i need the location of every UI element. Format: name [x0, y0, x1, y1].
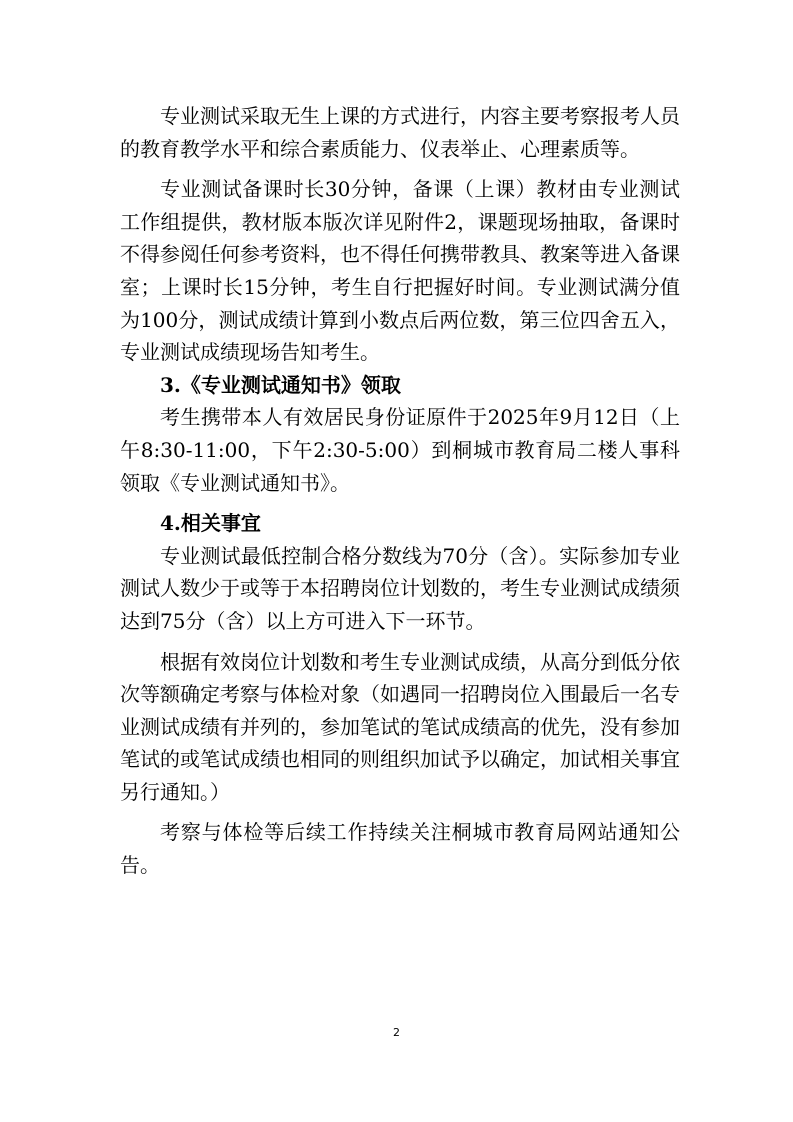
paragraph-test-method: 专业测试采取无生上课的方式进行，内容主要考察报考人员的教育教学水平和综合素质能力、仪表举止、心理素质等。: [120, 104, 680, 161]
paragraph-notice-collection: 考生携带本人有效居民身份证原件于2025年9月12日（上午8:30-11:00，下午2:30-5:00）到桐城市教育局二楼人事科领取《专业测试通知书》。: [120, 405, 680, 495]
paragraph-selection-rules: 根据有效岗位计划数和考生专业测试成绩，从高分到低分依次等额确定考察与体检对象（如遇同一招聘岗位入围最后一名专业测试成绩有并列的，参加笔试的笔试成绩高的优先，没有参加笔试的或笔试成绩也相同的则组织加试予以确定，加试相关事宜另行通知。）: [120, 649, 680, 804]
paragraph-follow-up: 考察与体检等后续工作持续关注桐城市教育局网站通知公告。: [120, 820, 680, 878]
section-heading-notice: 3.《专业测试通知书》领取: [160, 372, 401, 397]
section-heading-related-matters: 4.相关事宜: [160, 511, 261, 536]
paragraph-passing-score: 专业测试最低控制合格分数线为70分（含）。实际参加专业测试人数少于或等于本招聘岗位计划数的，考生专业测试成绩须达到75分（含）以上方可进入下一环节。: [120, 543, 680, 633]
page-number: 2: [393, 1026, 400, 1039]
document-body: [120, 100, 680, 882]
paragraph-test-preparation: 专业测试备课时长30分钟，备课（上课）教材由专业测试工作组提供，教材版本版次详见附件2，课题现场抽取，备课时不得参阅任何参考资料，也不得任何携带教具、教案等进入备课室；上课时长15分钟，考生自行把握好时间。专业测试满分值为100分，测试成绩计算到小数点后两位数，第三位四舍五入，专业测试成绩现场告知考生。: [120, 177, 680, 365]
